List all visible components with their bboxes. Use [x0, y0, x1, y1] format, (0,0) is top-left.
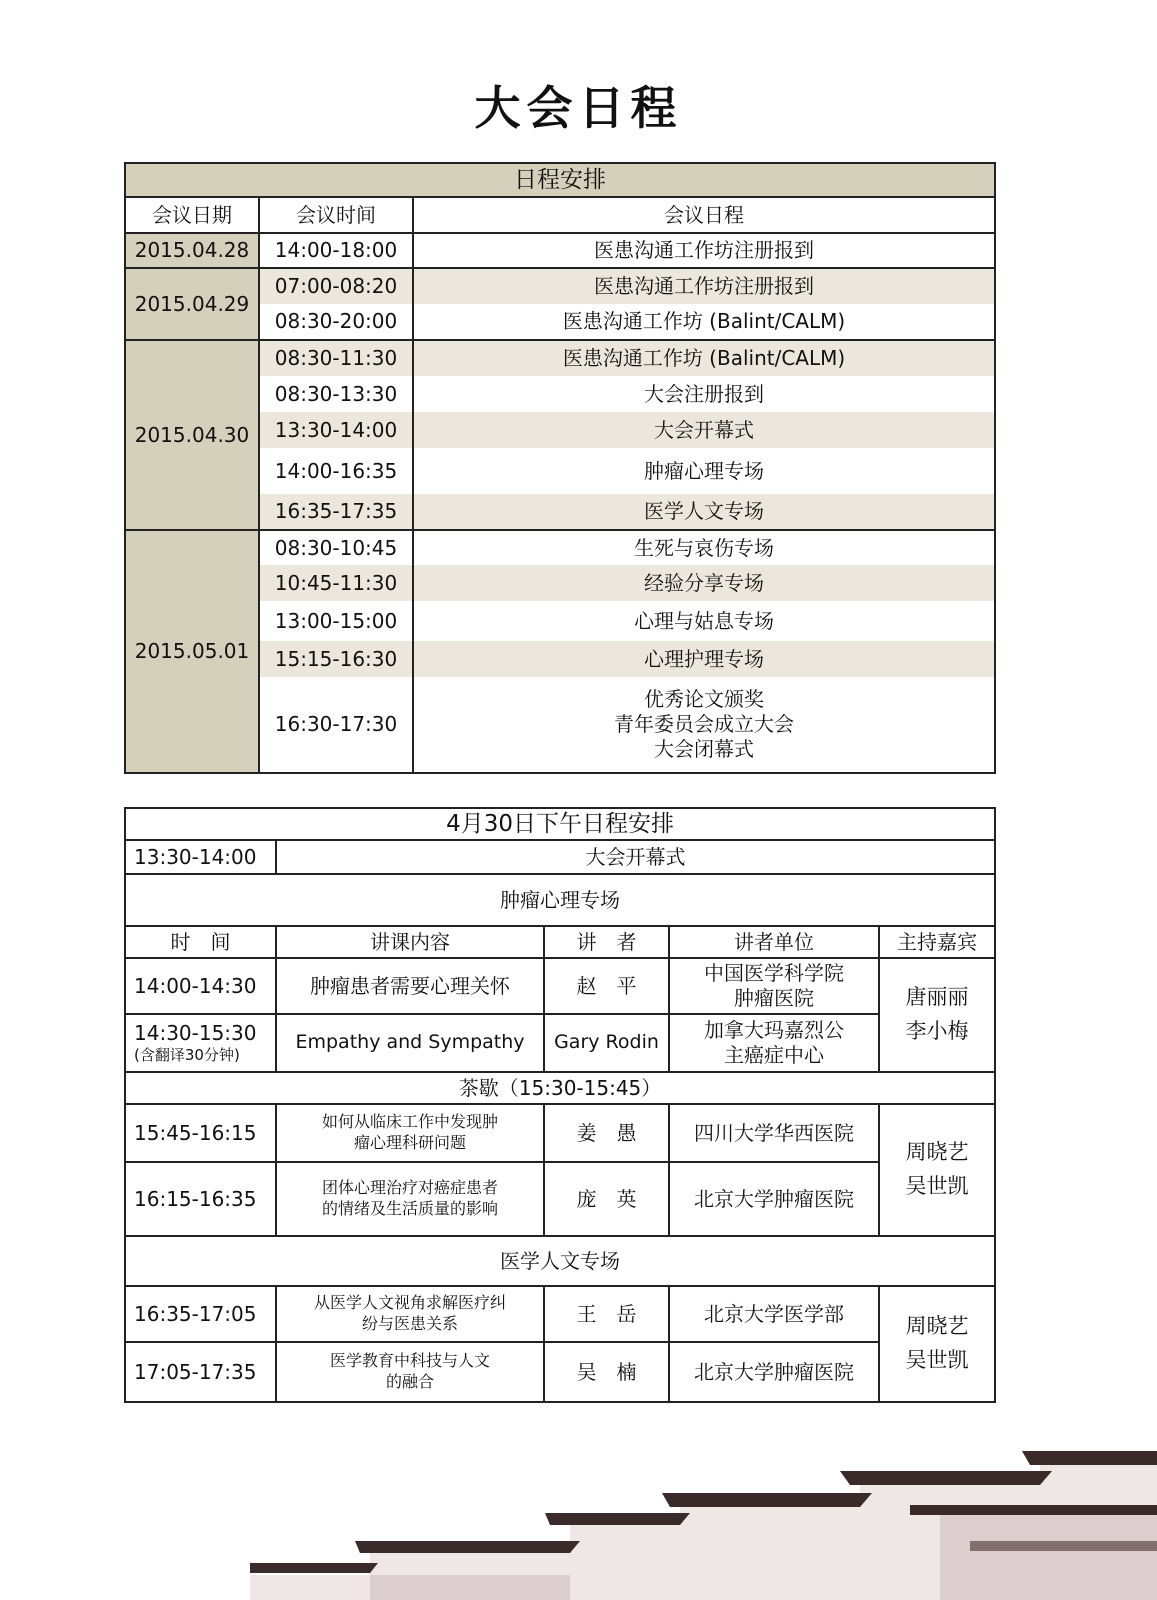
time-cell: 10:45-11:30	[259, 565, 413, 601]
talk-topic: 从医学人文视角求解医疗纠 纷与医患关系	[276, 1286, 544, 1342]
date-cell: 2015.04.29	[125, 268, 259, 340]
event-cell: 医患沟通工作坊 (Balint/CALM)	[413, 340, 995, 376]
time-cell: 16:30-17:30	[259, 677, 413, 773]
afternoon-caption: 4月30日下午日程安排	[125, 808, 995, 840]
talk-time: 14:30-15:30	[134, 1021, 257, 1046]
session-hosts: 周晓艺 吴世凯	[879, 1104, 995, 1236]
event-cell: 肿瘤心理专场	[413, 448, 995, 494]
date-cell: 2015.04.30	[125, 340, 259, 530]
time-cell: 16:35-17:35	[259, 494, 413, 530]
event-cell: 心理与姑息专场	[413, 601, 995, 641]
col-header-topic: 讲课内容	[276, 926, 544, 958]
schedule-caption: 日程安排	[125, 163, 995, 197]
talk-topic: 肿瘤患者需要心理关怀	[276, 958, 544, 1014]
time-cell: 08:30-20:00	[259, 304, 413, 340]
event-cell: 医学人文专场	[413, 494, 995, 530]
session-title: 医学人文专场	[125, 1236, 995, 1286]
event-cell: 优秀论文颁奖 青年委员会成立大会 大会闭幕式	[413, 677, 995, 773]
talk-time-cell	[125, 1014, 276, 1072]
afternoon-table	[124, 807, 996, 1403]
event-cell: 医患沟通工作坊 (Balint/CALM)	[413, 304, 995, 340]
col-header-unit: 讲者单位	[669, 926, 879, 958]
talk-speaker: 赵 平	[544, 958, 669, 1014]
time-cell: 14:00-18:00	[259, 233, 413, 268]
col-header-date: 会议日期	[125, 197, 259, 233]
time-cell: 08:30-10:45	[259, 530, 413, 565]
talk-time: 17:05-17:35	[125, 1342, 276, 1402]
talk-unit: 四川大学华西医院	[669, 1104, 879, 1162]
talk-time: 15:45-16:15	[125, 1104, 276, 1162]
date-cell: 2015.04.28	[125, 233, 259, 268]
time-cell: 13:00-15:00	[259, 601, 413, 641]
talk-unit: 加拿大玛嘉烈公 主癌症中心	[669, 1014, 879, 1072]
talk-speaker: 吴 楠	[544, 1342, 669, 1402]
talk-unit: 中国医学科学院 肿瘤医院	[669, 958, 879, 1014]
col-header-hosts: 主持嘉宾	[879, 926, 995, 958]
event-cell: 经验分享专场	[413, 565, 995, 601]
talk-time: 16:35-17:05	[125, 1286, 276, 1342]
talk-unit: 北京大学肿瘤医院	[669, 1162, 879, 1236]
session-title: 肿瘤心理专场	[125, 874, 995, 926]
time-cell: 08:30-13:30	[259, 376, 413, 412]
event-cell: 生死与哀伤专场	[413, 530, 995, 565]
talk-topic: Empathy and Sympathy	[276, 1014, 544, 1072]
talk-speaker: 庞 英	[544, 1162, 669, 1236]
time-cell: 15:15-16:30	[259, 641, 413, 677]
talk-speaker: 姜 愚	[544, 1104, 669, 1162]
talk-speaker: Gary Rodin	[544, 1014, 669, 1072]
talk-topic: 如何从临床工作中发现肿 瘤心理科研问题	[276, 1104, 544, 1162]
rooftops-illustration	[250, 1445, 1157, 1600]
schedule-table	[124, 162, 996, 774]
time-cell: 07:00-08:20	[259, 268, 413, 304]
event-cell: 医患沟通工作坊注册报到	[413, 268, 995, 304]
talk-time: 14:00-14:30	[125, 958, 276, 1014]
talk-unit: 北京大学肿瘤医院	[669, 1342, 879, 1402]
event-cell: 医患沟通工作坊注册报到	[413, 233, 995, 268]
event-cell: 心理护理专场	[413, 641, 995, 677]
talk-topic: 医学教育中科技与人文 的融合	[276, 1342, 544, 1402]
talk-time-note: (含翻译30分钟)	[134, 1046, 240, 1065]
date-cell: 2015.05.01	[125, 530, 259, 773]
event-cell: 大会注册报到	[413, 376, 995, 412]
session-hosts: 周晓艺 吴世凯	[879, 1286, 995, 1402]
talk-time: 16:15-16:35	[125, 1162, 276, 1236]
time-cell: 08:30-11:30	[259, 340, 413, 376]
opening-title: 大会开幕式	[276, 840, 995, 874]
event-cell: 大会开幕式	[413, 412, 995, 448]
col-header-time: 时 间	[125, 926, 276, 958]
col-header-agenda: 会议日程	[413, 197, 995, 233]
talk-speaker: 王 岳	[544, 1286, 669, 1342]
opening-time: 13:30-14:00	[125, 840, 276, 874]
tea-break: 茶歇（15:30-15:45）	[125, 1072, 995, 1104]
talk-topic: 团体心理治疗对癌症患者 的情绪及生活质量的影响	[276, 1162, 544, 1236]
session-hosts: 唐丽丽 李小梅	[879, 958, 995, 1072]
col-header-speaker: 讲 者	[544, 926, 669, 958]
time-cell: 14:00-16:35	[259, 448, 413, 494]
talk-unit: 北京大学医学部	[669, 1286, 879, 1342]
page-title: 大会日程	[474, 81, 683, 135]
col-header-time: 会议时间	[259, 197, 413, 233]
time-cell: 13:30-14:00	[259, 412, 413, 448]
